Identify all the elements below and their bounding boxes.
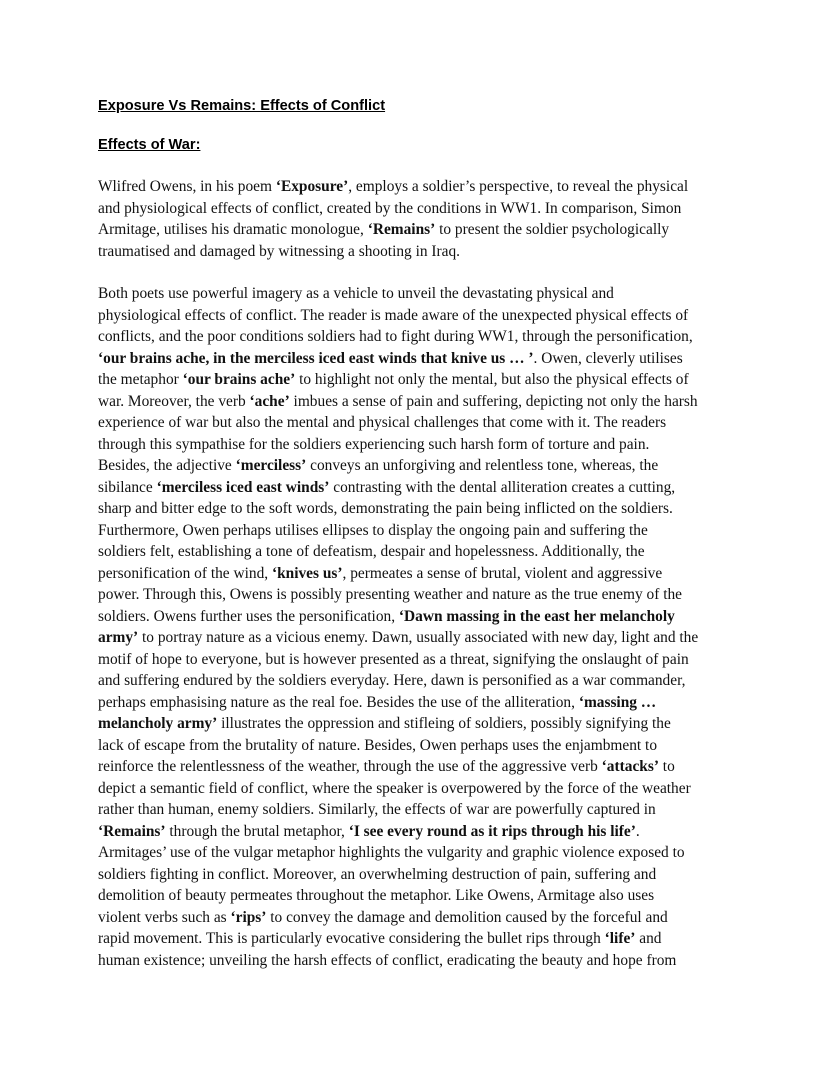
- text-line: [98, 606, 738, 628]
- text-line: [98, 455, 738, 477]
- paragraph-analysis: [98, 283, 738, 971]
- text-line: [98, 412, 738, 434]
- text-run: to present the soldier psychologically: [435, 221, 670, 238]
- text-run: to convey the damage and demolition caused by the forceful and: [266, 908, 668, 926]
- text-line: [98, 584, 738, 606]
- quotation-bold: ‘merciless iced east winds’: [156, 478, 330, 496]
- text-run: and suffering endured by the soldiers everyday. Here, dawn is personified as a war commander,: [98, 672, 686, 689]
- text-line: [98, 520, 738, 542]
- text-run: the metaphor: [98, 371, 183, 388]
- text-run: . Owen, cleverly utilises: [533, 349, 683, 367]
- text-run: through this sympathise for the soldiers experiencing such harsh form of torture and pain.: [98, 435, 650, 453]
- text-line: [98, 928, 738, 950]
- document-title: Exposure Vs Remains: Effects of Conflict: [98, 98, 386, 114]
- text-run: experience of war but also the mental and physical challenges that come with it. The readers: [98, 414, 667, 431]
- quotation-bold: ‘Exposure’: [275, 178, 349, 195]
- text-line: [98, 241, 738, 263]
- text-run: contrasting with the dental alliteration creates a cutting,: [329, 478, 676, 496]
- text-run: conflicts, and the poor conditions soldiers had to fight during WW1, through the personification,: [98, 328, 693, 345]
- text-line: [98, 778, 738, 800]
- text-line: [98, 541, 738, 563]
- text-run: rather than human, enemy soldiers. Similarly, the effects of war are powerfully captured in: [98, 801, 656, 818]
- quotation-bold: ‘Dawn massing in the east her melancholy: [398, 607, 675, 625]
- text-line: [98, 713, 738, 735]
- quotation-bold: ‘I see every round as it rips through his life’: [348, 822, 636, 840]
- text-line: [98, 692, 738, 714]
- text-line: [98, 498, 738, 520]
- quotation-bold: ‘rips’: [230, 908, 267, 926]
- quotation-bold: ‘attacks’: [601, 758, 659, 775]
- text-line: [98, 563, 738, 585]
- text-line: [98, 305, 738, 327]
- text-line: [98, 950, 738, 972]
- text-run: Armitages’ use of the vulgar metaphor highlights the vulgarity and graphic violence exposed to: [98, 844, 685, 861]
- text-run: power. Through this, Owens is possibly presenting weather and nature as the true enemy of the: [98, 586, 682, 603]
- quotation-bold: melancholy army’: [98, 715, 218, 732]
- text-run: depict a semantic field of conflict, where the speaker is overpowered by the force of the weather: [98, 779, 691, 797]
- text-run: and physiological effects of conflict, created by the conditions in WW1. In comparison, Simon: [98, 199, 682, 217]
- text-run: to highlight not only the mental, but also the physical effects of: [295, 371, 689, 388]
- text-run: , employs a soldier’s perspective, to reveal the physical: [348, 178, 689, 195]
- text-run: , permeates a sense of brutal, violent and aggressive: [342, 564, 663, 582]
- text-run: personification of the wind,: [98, 564, 272, 582]
- text-line: [98, 176, 738, 198]
- text-line: [98, 864, 738, 886]
- text-line: [98, 326, 738, 348]
- text-run: lack of escape from the brutality of nature. Besides, Owen perhaps uses the enjambment to: [98, 736, 658, 754]
- text-line: [98, 434, 738, 456]
- text-line: [98, 369, 738, 391]
- text-line: [98, 885, 738, 907]
- text-run: physiological effects of conflict. The reader is made aware of the unexpected physical effects of: [98, 306, 689, 324]
- quotation-bold: army’: [98, 629, 139, 646]
- text-line: [98, 627, 738, 649]
- text-run: through the brutal metaphor,: [165, 822, 349, 840]
- text-run: to: [658, 758, 675, 775]
- text-run: sibilance: [98, 478, 157, 496]
- text-line: [98, 219, 738, 241]
- text-run: human existence; unveiling the harsh effects of conflict, eradicating the beauty and hope from: [98, 951, 677, 969]
- text-line: [98, 842, 738, 864]
- text-run: reinforce the relentlessness of the weather, through the use of the aggressive verb: [98, 758, 602, 775]
- text-line: [98, 799, 738, 821]
- quotation-bold: ‘massing …: [578, 693, 657, 711]
- quotation-bold: ‘ache’: [249, 392, 290, 410]
- text-run: Besides, the adjective: [98, 457, 236, 474]
- quotation-bold: ‘our brains ache, in the merciless iced east winds that knive us … ’: [98, 349, 534, 367]
- text-run: demolition of beauty permeates throughout the metaphor. Like Owens, Armitage also uses: [98, 887, 655, 904]
- text-run: soldiers fighting in conflict. Moreover, an overwhelming destruction of pain, suffering and: [98, 865, 657, 883]
- quotation-bold: ‘life’: [604, 930, 636, 947]
- section-heading: Effects of War:: [98, 137, 201, 153]
- quotation-bold: ‘our brains ache’: [182, 371, 296, 388]
- text-line: [98, 821, 738, 843]
- quotation-bold: ‘merciless’: [235, 457, 307, 474]
- text-run: violent verbs such as: [98, 908, 231, 926]
- text-run: to portray nature as a vicious enemy. Dawn, usually associated with new day, light and the: [138, 629, 699, 646]
- text-run: motif of hope to everyone, but is however presented as a threat, signifying the onslaught of pain: [98, 650, 689, 668]
- text-run: sharp and bitter edge to the soft words, demonstrating the pain being inflicted on the soldiers.: [98, 500, 673, 517]
- text-run: perhaps emphasising nature as the real foe. Besides the use of the alliteration,: [98, 693, 579, 711]
- paragraph-intro: [98, 176, 738, 262]
- quotation-bold: ‘Remains’: [98, 822, 166, 840]
- text-run: soldiers. Owens further uses the personification,: [98, 607, 399, 625]
- text-line: [98, 348, 738, 370]
- text-line: [98, 756, 738, 778]
- text-run: and: [635, 930, 662, 947]
- text-run: Furthermore, Owen perhaps utilises ellipses to display the ongoing pain and suffering the: [98, 521, 648, 539]
- text-line: [98, 670, 738, 692]
- text-run: conveys an unforgiving and relentless tone, whereas, the: [306, 457, 659, 474]
- quotation-bold: ‘Remains’: [367, 221, 436, 238]
- text-run: rapid movement. This is particularly evocative considering the bullet rips through: [98, 930, 605, 947]
- text-run: Both poets use powerful imagery as a vehicle to unveil the devastating physical and: [98, 285, 614, 302]
- text-run: imbues a sense of pain and suffering, depicting not only the harsh: [289, 392, 698, 410]
- text-line: [98, 283, 738, 305]
- text-line: [98, 391, 738, 413]
- quotation-bold: ‘knives us’: [271, 564, 343, 582]
- text-line: [98, 907, 738, 929]
- text-line: [98, 649, 738, 671]
- text-run: Armitage, utilises his dramatic monologue,: [98, 221, 368, 238]
- text-run: Wlifred Owens, in his poem: [98, 178, 276, 195]
- text-run: traumatised and damaged by witnessing a shooting in Iraq.: [98, 242, 461, 260]
- text-run: soldiers felt, establishing a tone of defeatism, despair and hopelessness. Additionally, the: [98, 543, 645, 560]
- text-run: illustrates the oppression and stifleing of soldiers, possibly signifying the: [217, 715, 671, 732]
- text-line: [98, 477, 738, 499]
- text-line: [98, 198, 738, 220]
- text-line: [98, 735, 738, 757]
- text-run: war. Moreover, the verb: [98, 392, 250, 410]
- text-run: .: [635, 822, 640, 840]
